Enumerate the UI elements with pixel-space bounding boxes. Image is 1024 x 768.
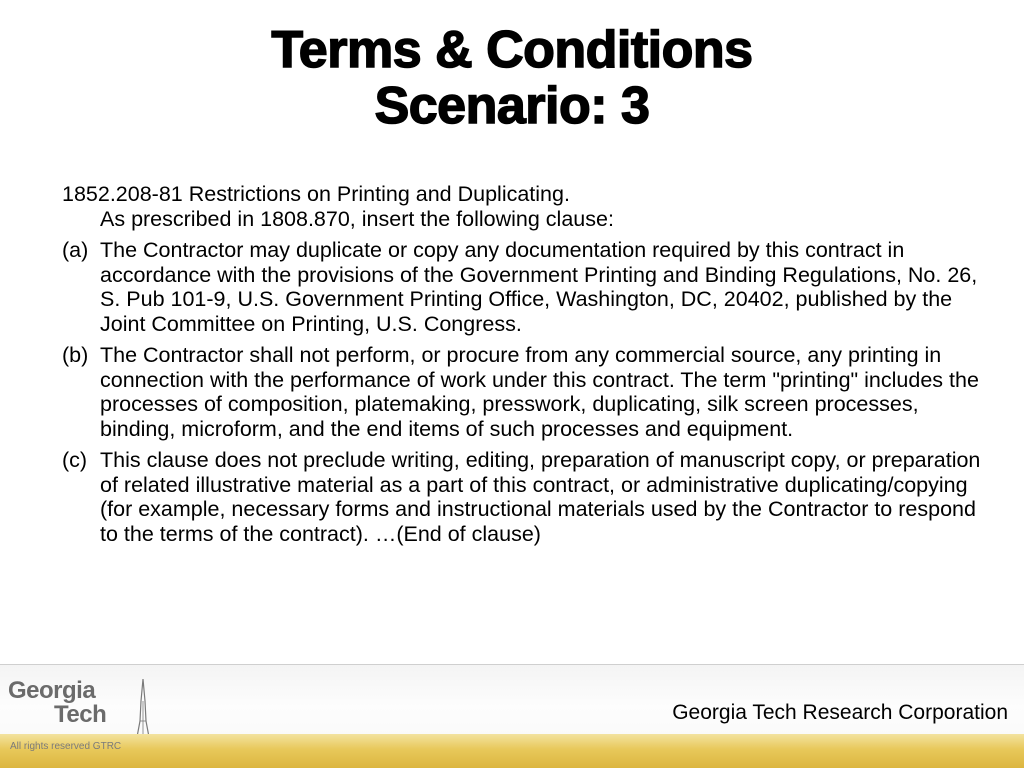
clause-heading: 1852.208-81 Restrictions on Printing and Duplicating. — [62, 182, 570, 206]
clause-text: The Contractor may duplicate or copy any documentation required by this contract in accordance with the provisions of the Government Printing and Binding Regulations, No. 26, S. Pub 101-9, U.S. Government Printing Office, Washington, DC, 20402, published by the Joint Committee on Printing, U.S. Congress. — [100, 238, 978, 336]
clause-marker: (b) — [62, 343, 89, 367]
rights-notice: All rights reserved GTRC — [10, 741, 122, 752]
georgia-tech-logo — [8, 677, 158, 739]
clause-text: The Contractor shall not perform, or procure from any commercial source, any printing in connection with the performance of work under this contract. The term "printing" includes the processes of composition, platemaking, presswork, duplicating, silk screen processes, binding, microform, and the end items of such processes and equipment. — [100, 343, 979, 441]
clause-intro — [62, 182, 982, 231]
organization-name: Georgia Tech Research Corporation — [672, 701, 1008, 724]
clause-marker: (c) — [62, 448, 88, 472]
title-line-2: Scenario: 3 — [374, 77, 650, 135]
clause-item-b — [62, 343, 982, 441]
clause-text: This clause does not preclude writing, editing, preparation of manuscript copy, or preparation of related illustrative material as a part of this contract, or administrative duplicating/copying (for example, necessary forms and instructional materials used by the Contractor to respond to the terms of the contract). …(End of clause) — [100, 448, 981, 546]
clause-item-a — [62, 238, 982, 336]
bottom-bar — [0, 734, 1024, 768]
logo-word-georgia: Georgia — [8, 677, 96, 704]
clause-body — [62, 182, 982, 546]
clause-marker: (a) — [62, 238, 89, 262]
title-line-1: Terms & Conditions — [271, 21, 753, 79]
clause-item-c — [62, 448, 982, 546]
tech-tower-icon — [132, 677, 154, 739]
slide-title — [0, 22, 1024, 134]
logo-word-tech: Tech — [54, 701, 107, 728]
clause-instruction: As prescribed in 1808.870, insert the following clause: — [100, 206, 614, 231]
